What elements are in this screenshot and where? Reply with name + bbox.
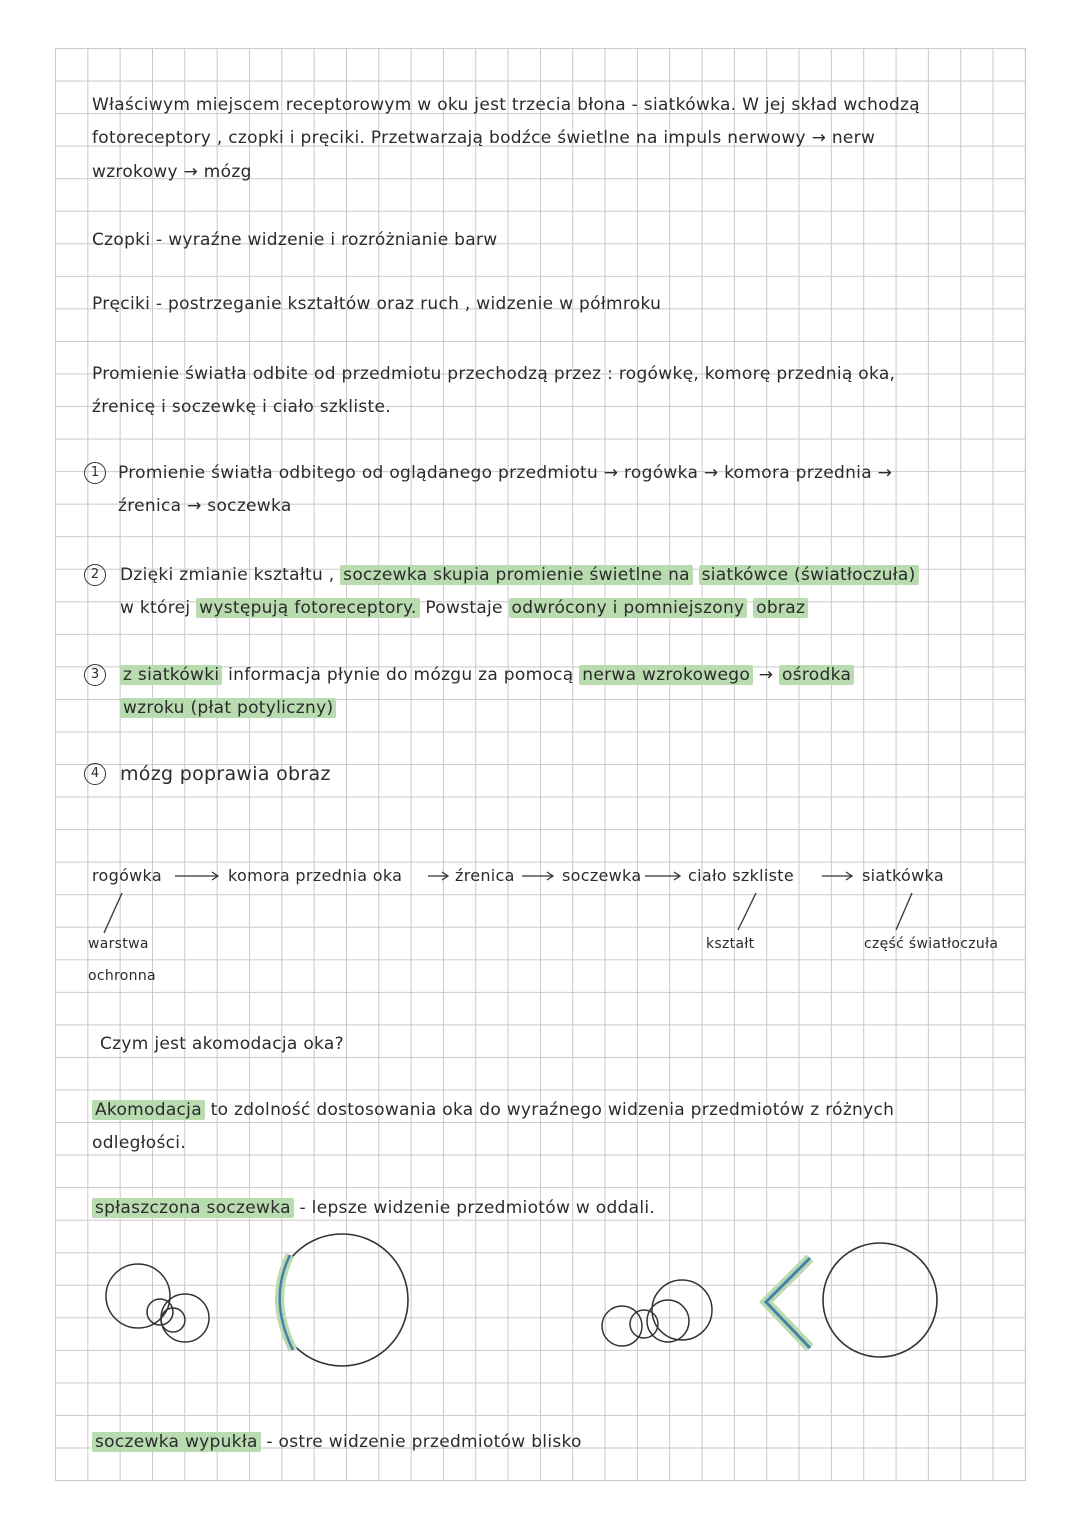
step-2-highlight-b: soczewka skupia promienie świetlne na (340, 565, 693, 585)
preciki-definition: Pręciki - postrzeganie kształtów oraz ruch , widzenie w półmroku (92, 294, 662, 314)
step-2-highlight-c: siatkówce (światłoczuła) (699, 565, 919, 585)
akomodacja-term: Akomodacja (92, 1100, 205, 1120)
flow-cialo: ciało szkliste (688, 866, 795, 885)
step-3-text-b: informacja płynie do mózgu za pomocą (228, 665, 574, 685)
step-3-highlight-e: ośrodka (779, 665, 854, 685)
flow-komora: komora przednia oka (228, 866, 403, 885)
step-4-number: 4 (84, 763, 106, 785)
promienie-line-1: Promienie światła odbite od przedmiotu przechodzą przez : rogówkę, komorę przednią oka, (92, 364, 896, 384)
flow-soczewka: soczewka (562, 866, 642, 885)
step-1-line-2: źrenica → soczewka (118, 496, 292, 516)
splaszczona-term: spłaszczona soczewka (92, 1198, 294, 1218)
step-3-highlight-c: nerwa wzrokowego (579, 665, 753, 685)
splaszczona-text: - lepsze widzenie przedmiotów w oddali. (299, 1198, 656, 1218)
lens-glow-right (766, 1258, 810, 1348)
flow-warstwa-2: ochronna (88, 968, 156, 984)
step-2-text-d: w której (120, 598, 191, 618)
step-2-highlight-g: odwrócony i pomniejszony (509, 598, 748, 618)
step-2-text-f: Powstaje (425, 598, 503, 618)
step-1-line-1: Promienie światła odbitego od oglądanego przedmiotu → rogówka → komora przednia → (118, 463, 893, 483)
flow-rogowka: rogówka (92, 866, 162, 885)
czopki-definition: Czopki - wyraźne widzenie i rozróżnianie barw (92, 230, 498, 250)
step-2-number: 2 (84, 564, 106, 586)
step-2-highlight-e: występują fotoreceptory. (196, 598, 419, 618)
step-3-arrow: → (758, 665, 774, 685)
intro-line-1: Właściwym miejscem receptorowym w oku jest trzecia błona - siatkówka. W jej skład wchodzą (92, 95, 920, 115)
promienie-line-2: źrenicę i soczewkę i ciało szkliste. (92, 397, 391, 417)
akomodacja-line-2: odległości. (92, 1133, 187, 1153)
object-circles-left (106, 1264, 209, 1342)
flow-siatkowka: siatkówka (862, 866, 944, 885)
wypukla-text: - ostre widzenie przedmiotów blisko (266, 1432, 582, 1452)
step-3-highlight-f: wzroku (płat potyliczny) (120, 698, 336, 718)
step-2-highlight-h: obraz (753, 598, 808, 618)
step-2-text-a: Dzięki zmianie kształtu , (120, 565, 335, 585)
step-3-highlight-a: z siatkówki (120, 665, 222, 685)
flow-czesc: część światłoczuła (864, 936, 999, 952)
intro-line-2: fotoreceptory , czopki i pręciki. Przetwarzają bodźce świetlne na impuls nerwowy → nerw (92, 128, 876, 148)
wypukla-line (92, 1432, 582, 1452)
flow-warstwa-1: warstwa (88, 936, 149, 952)
akomodacja-text: to zdolność dostosowania oka do wyraźnego widzenia przedmiotów z różnych (210, 1100, 895, 1120)
object-circles-right (602, 1280, 712, 1346)
akomodacja-question: Czym jest akomodacja oka? (100, 1034, 344, 1054)
step-3-number: 3 (84, 664, 106, 686)
step-1-number: 1 (84, 462, 106, 484)
eye-circle-right (823, 1243, 937, 1357)
wypukla-term: soczewka wypukła (92, 1432, 261, 1452)
intro-line-3: wzrokowy → mózg (92, 162, 252, 182)
flow-ksztalt: kształt (706, 936, 755, 952)
flow-zrenica: źrenica (455, 866, 515, 885)
step-4-line-1: mózg poprawia obraz (120, 763, 331, 785)
